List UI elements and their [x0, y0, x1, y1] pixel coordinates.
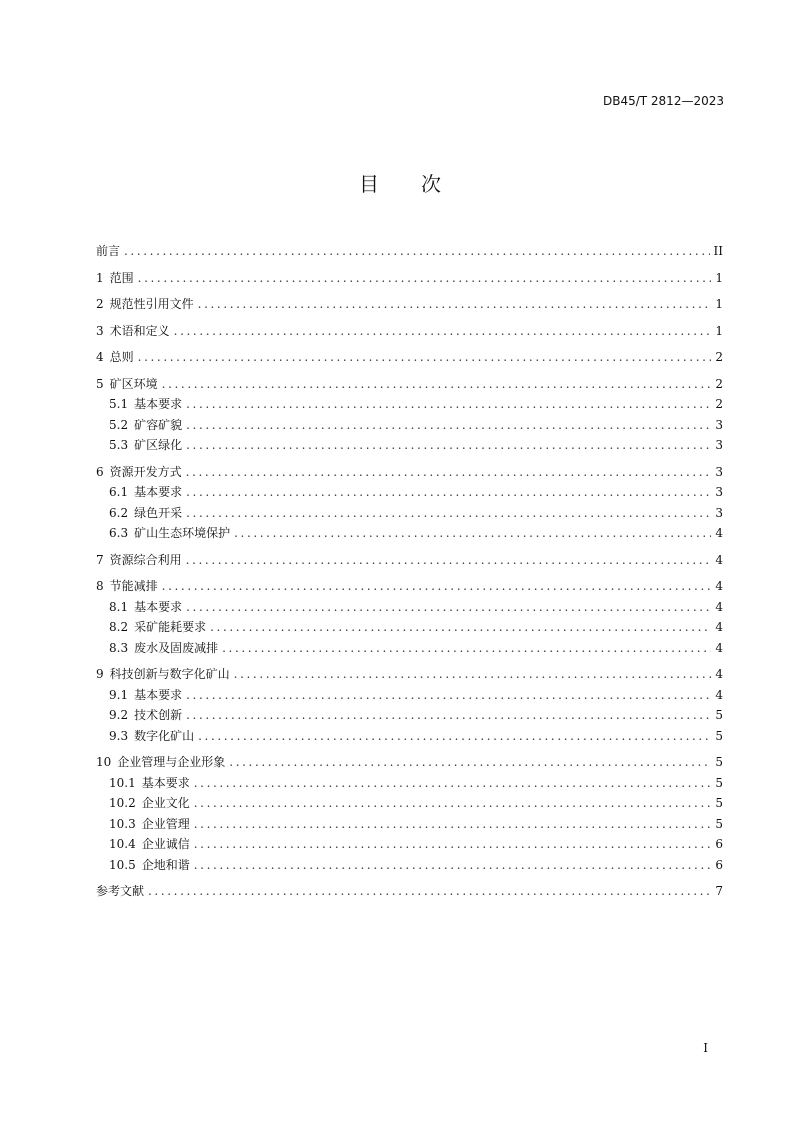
toc-entry-page: 6	[715, 837, 723, 851]
toc-entry-page: 1	[715, 297, 723, 311]
toc-entry-label: 基本要求	[134, 687, 183, 702]
toc-entry[interactable]	[96, 705, 723, 726]
toc-entry-number: 9	[96, 667, 104, 681]
toc-entry-page: 2	[715, 350, 723, 364]
toc-entry-number: 10.3	[109, 816, 136, 831]
toc-entry[interactable]	[96, 415, 723, 436]
toc-entry-page: 4	[715, 620, 723, 634]
toc-entry-page: 3	[715, 464, 723, 479]
toc-entry-number: 5.1	[109, 397, 129, 411]
dot-leader	[198, 726, 711, 747]
toc-entry-label: 技术创新	[134, 708, 183, 722]
toc-entry-label: 数字化矿山	[134, 728, 195, 743]
toc-entry-label: 企地和谐	[141, 857, 190, 872]
dot-leader	[198, 294, 711, 315]
toc-entry[interactable]	[96, 435, 723, 456]
toc-entry-number: 8.1	[109, 599, 129, 614]
toc-entry[interactable]	[96, 550, 723, 571]
toc-entry-number: 6.1	[109, 485, 129, 499]
dot-leader	[229, 752, 711, 773]
toc-entry-page: 5	[715, 755, 723, 769]
dot-leader	[174, 321, 711, 342]
toc-entry-label: 规范性引用文件	[109, 297, 194, 311]
dot-leader	[124, 241, 710, 262]
dot-leader	[162, 374, 711, 395]
toc-entry-label: 资源综合利用	[109, 552, 182, 567]
dot-leader	[186, 435, 711, 456]
toc-entry-page: 1	[715, 323, 723, 338]
toc-entry-label: 绿色开采	[134, 505, 183, 520]
toc-entry-number: 10.1	[109, 775, 136, 790]
dot-leader	[186, 415, 711, 436]
toc-entry-number: 8	[96, 579, 104, 593]
toc-entry-number: 1	[96, 270, 104, 285]
toc-entry-label: 参考文献	[96, 884, 145, 898]
toc-entry-number: 4	[96, 350, 104, 364]
dot-leader	[186, 550, 711, 571]
toc-entry-page: 4	[715, 667, 723, 681]
toc-entry-number: 9.1	[109, 687, 129, 702]
toc-entry-page: 4	[715, 579, 723, 593]
toc-entry-label: 总则	[109, 350, 134, 364]
dot-leader	[186, 705, 711, 726]
toc-entry[interactable]	[96, 617, 723, 638]
dot-leader	[138, 347, 711, 368]
toc-entry-label: 矿区绿化	[134, 438, 183, 452]
dot-leader	[194, 834, 711, 855]
toc-entry-page: 3	[715, 417, 723, 432]
toc-entry-page: 1	[715, 270, 723, 285]
toc-entry-number: 7	[96, 552, 104, 567]
dot-leader	[138, 268, 711, 289]
toc-entry-label: 基本要求	[134, 397, 183, 411]
standard-number: DB45/T 2812—2023	[602, 94, 724, 108]
toc-entry-label: 范围	[109, 270, 134, 285]
toc-entry[interactable]	[96, 793, 723, 814]
dot-leader	[186, 482, 711, 503]
toc-entry-label: 基本要求	[134, 599, 183, 614]
toc-entry-page: 2	[715, 397, 723, 411]
toc-entry[interactable]	[96, 321, 723, 342]
toc-entry[interactable]	[96, 523, 723, 544]
toc-entry-page: 3	[715, 485, 723, 499]
toc-entry[interactable]	[96, 834, 723, 855]
toc-entry-page: 4	[715, 552, 723, 567]
toc-entry[interactable]	[96, 855, 723, 876]
dot-leader	[234, 664, 711, 685]
toc-entry[interactable]	[96, 814, 723, 835]
toc-entry[interactable]	[96, 268, 723, 289]
toc-entry-label: 资源开发方式	[109, 464, 182, 479]
toc-entry-page: 4	[715, 640, 723, 655]
toc-entry[interactable]	[96, 394, 723, 415]
toc-entry-number: 5.3	[109, 438, 129, 452]
toc-entry-label: 矿容矿貌	[134, 417, 183, 432]
toc-entry-label: 企业管理	[141, 816, 190, 831]
dot-leader	[194, 855, 711, 876]
dot-leader	[162, 576, 711, 597]
toc-entry-page: 5	[715, 728, 723, 743]
toc-entry[interactable]	[96, 597, 723, 618]
dot-leader	[194, 773, 711, 794]
toc-entry-number: 10.2	[109, 796, 136, 810]
dot-leader	[210, 617, 711, 638]
dot-leader	[222, 638, 711, 659]
dot-leader	[194, 793, 711, 814]
toc-entry-number: 8.2	[109, 620, 129, 634]
toc-entry[interactable]	[96, 482, 723, 503]
toc-entry-number: 10	[96, 755, 112, 769]
toc-entry[interactable]	[96, 881, 723, 902]
toc-entry[interactable]	[96, 576, 723, 597]
toc-entry-page: 4	[715, 687, 723, 702]
toc-entry-page: 3	[715, 438, 723, 452]
toc-entry-label: 矿区环境	[109, 376, 158, 391]
toc-entry-number: 5	[96, 376, 104, 391]
toc-entry[interactable]	[96, 347, 723, 368]
page-title: 目次	[359, 172, 483, 196]
toc-entry-label: 基本要求	[134, 485, 183, 499]
toc-entry-number: 10.5	[109, 857, 136, 872]
dot-leader	[186, 462, 711, 483]
toc-entry[interactable]	[96, 726, 723, 747]
toc-entry-number: 6.2	[109, 505, 129, 520]
toc-entry-label: 企业管理与企业形象	[117, 755, 226, 769]
toc-entry-number: 6	[96, 464, 104, 479]
toc-entry-number: 3	[96, 323, 104, 338]
toc-entry-number: 10.4	[109, 837, 136, 851]
toc-entry-label: 企业诚信	[141, 837, 190, 851]
toc-entry-page: 6	[715, 857, 723, 872]
toc-entry-number: 9.2	[109, 708, 129, 722]
toc-entry-page: 7	[715, 884, 723, 898]
toc-entry-page: 2	[715, 376, 723, 391]
toc-entry-number: 8.3	[109, 640, 129, 655]
toc-entry-page: 5	[715, 796, 723, 810]
toc-entry[interactable]	[96, 503, 723, 524]
toc-entry[interactable]	[96, 773, 723, 794]
toc-entry-number: 5.2	[109, 417, 129, 432]
dot-leader	[186, 597, 711, 618]
toc-entry-label: 前言	[96, 244, 121, 258]
page-number: I	[703, 1041, 708, 1055]
dot-leader	[186, 394, 711, 415]
toc-entry-page: 3	[715, 505, 723, 520]
dot-leader	[186, 685, 711, 706]
toc-entry[interactable]	[96, 685, 723, 706]
toc-entry-label: 废水及固废减排	[134, 640, 219, 655]
toc-entry-page: 5	[715, 708, 723, 722]
toc-entry-page: 5	[715, 775, 723, 790]
toc-entry-page: 5	[715, 816, 723, 831]
toc-entry[interactable]	[96, 241, 723, 262]
toc-entry[interactable]	[96, 374, 723, 395]
toc-entry-label: 基本要求	[141, 775, 190, 790]
dot-leader	[148, 881, 711, 902]
dot-leader	[234, 523, 711, 544]
dot-leader	[194, 814, 711, 835]
toc-entry-page: II	[713, 244, 723, 258]
toc-entry[interactable]	[96, 294, 723, 315]
toc-entry-page: 4	[715, 526, 723, 540]
toc-entry-page: 4	[715, 599, 723, 614]
toc-entry-label: 术语和定义	[109, 323, 170, 338]
toc-entry[interactable]	[96, 638, 723, 659]
toc-entry-number: 9.3	[109, 728, 129, 743]
toc-entry-label: 矿山生态环境保护	[134, 526, 231, 540]
toc-entry-label: 企业文化	[141, 796, 190, 810]
toc-entry[interactable]	[96, 462, 723, 483]
toc-entry-label: 科技创新与数字化矿山	[109, 667, 230, 681]
toc-entry-label: 采矿能耗要求	[134, 620, 207, 634]
toc-entry[interactable]	[96, 664, 723, 685]
table-of-contents	[96, 241, 723, 902]
toc-entry-label: 节能减排	[109, 579, 158, 593]
dot-leader	[186, 503, 711, 524]
toc-entry-number: 2	[96, 297, 104, 311]
toc-entry[interactable]	[96, 752, 723, 773]
toc-entry-number: 6.3	[109, 526, 129, 540]
